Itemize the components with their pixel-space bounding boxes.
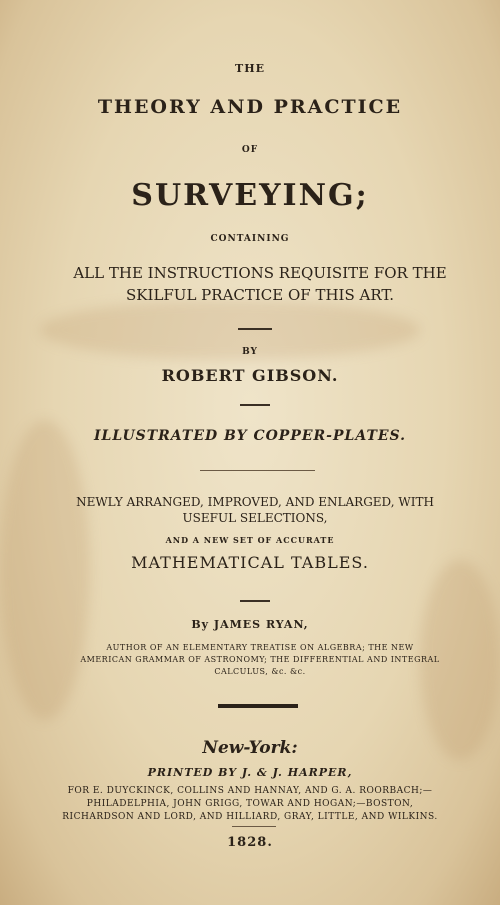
divider — [232, 826, 276, 827]
heavy-rule — [218, 704, 298, 708]
author-name: ROBERT GIBSON. — [161, 366, 339, 385]
main-title: SURVEYING; — [131, 178, 369, 213]
editor-credits: AUTHOR OF AN ELEMENTARY TREATISE ON ALGEBRA; THE NEW AMERICAN GRAMMAR OF ASTRONOMY; THE DIFFERENTIAL AND INTEGRAL CALCULUS, &c. &c. — [80, 643, 440, 676]
printer-line: PRINTED BY J. & J. HARPER, — [147, 766, 353, 779]
by-label: BY — [242, 347, 258, 357]
edition-note: NEWLY ARRANGED, IMPROVED, AND ENLARGED, WITH USEFUL SELECTIONS, — [76, 495, 434, 525]
divider — [240, 600, 270, 602]
containing-label: CONTAINING — [210, 234, 290, 244]
illustration-note: ILLUSTRATED BY COPPER-PLATES. — [93, 428, 407, 444]
the-label: THE — [235, 62, 265, 75]
publication-year: 1828. — [227, 835, 273, 850]
editor-name: By JAMES RYAN, — [191, 618, 309, 631]
of-label: OF — [241, 145, 259, 155]
divider — [238, 328, 272, 330]
new-set-label: AND A NEW SET OF ACCURATE — [165, 535, 335, 545]
divider — [200, 470, 315, 471]
tables-title: MATHEMATICAL TABLES. — [131, 553, 369, 572]
divider — [240, 404, 270, 406]
place-of-publication: New-York: — [202, 738, 298, 758]
title-line: THEORY AND PRACTICE — [97, 96, 403, 118]
subtitle: ALL THE INSTRUCTIONS REQUISITE FOR THE SKILFUL PRACTICE OF THIS ART. — [73, 264, 447, 304]
booksellers: FOR E. DUYCKINCK, COLLINS AND HANNAY, AND G. A. ROORBACH;—PHILADELPHIA, JOHN GRIGG, TOWAR AND HOGAN;—BOSTON, RICHARDSON AND LORD, AND HILLIARD, GRAY, LITTLE, AND WILKINS. — [62, 786, 438, 822]
